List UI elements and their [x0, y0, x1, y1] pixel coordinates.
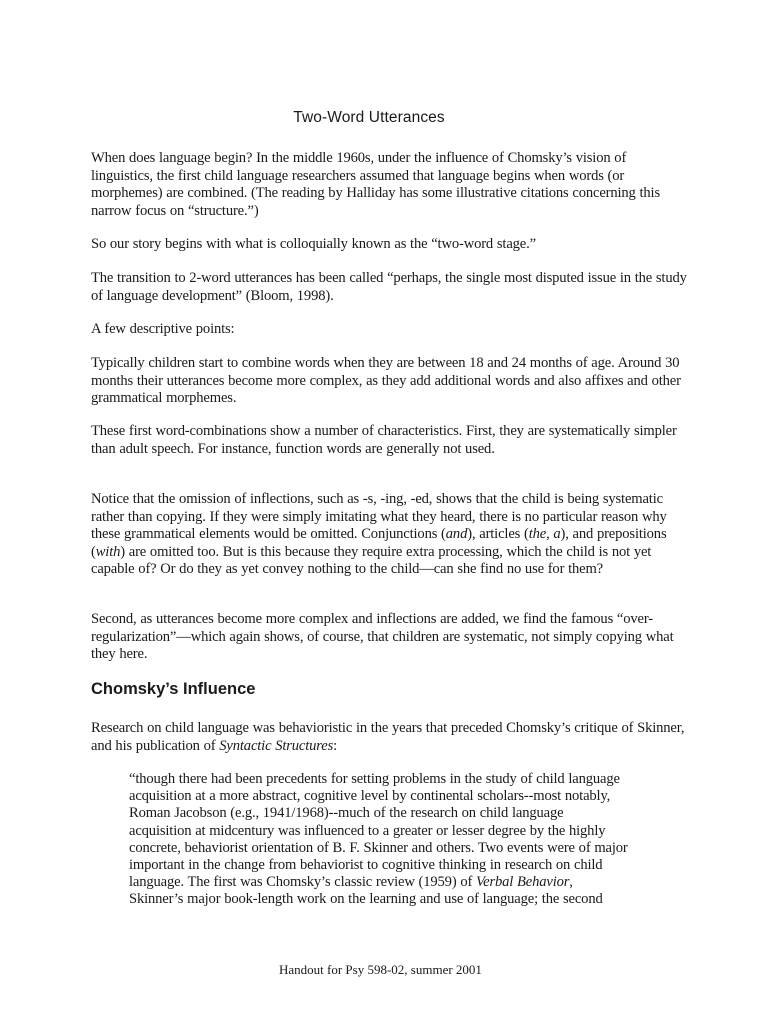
quote-text-2: , Skinner’s major book-length work on the learning and use of language; the second	[129, 874, 603, 908]
paragraph-transition: The transition to 2-word utterances has been called “perhaps, the single most disputed issue in the study of language development” (Bloom, 1998).	[91, 270, 687, 304]
document-page	[91, 0, 691, 1024]
page-footer: Handout for Psy 598-02, summer 2001	[279, 962, 482, 977]
italic-the-a: the, a	[528, 526, 561, 542]
quote-text-1: “though there had been precedents for setting problems in the study of child language acquisition at a more abstract, cognitive level by continental scholars--most notably, Roman Jacobson (e.g., 1941/1968)--much of the research on child language acquisition at midcentury was influenced to a greater or lesser degree by the highly concrete, behaviorist orientation of B. F. Skinner and others. Two events were of major important in the change from behaviorist to cognitive thinking in research on child language. The first was Chomsky’s classic review (1959) of	[129, 771, 628, 891]
paragraph-behavioristic	[91, 720, 691, 755]
paragraph-intro: When does language begin? In the middle 1960s, under the influence of Chomsky’s vision of linguistics, the first child language researchers assumed that language begins when words (or morphemes) are combined. (The reading by Halliday has some illustrative citations concerning this narrow focus on “structure.”)	[91, 150, 660, 219]
behavioristic-text-1: Research on child language was behavioristic in the years that preceded Chomsky’s critique of Skinner, and his publication of	[91, 720, 685, 754]
paragraph-over-regularization: Second, as utterances become more complex and inflections are added, we find the famous “over-regularization”—which again shows, of course, that children are systematic, not simply copying what they here.	[91, 611, 674, 662]
paragraph-characteristics: These first word-combinations show a number of characteristics. First, they are systematically simpler than adult speech. For instance, function words are generally not used.	[91, 423, 677, 457]
paragraph-story-begins: So our story begins with what is colloquially known as the “two-word stage.”	[91, 236, 536, 252]
italic-verbal-behavior: Verbal Behavior	[476, 874, 570, 891]
omission-text-4: ) are omitted too. But is this because they require extra processing, which the child is not yet capable of? Or do they as yet convey nothing to the child—can she find no use for them?	[91, 543, 652, 577]
page-title: Two-Word Utterances	[293, 109, 445, 126]
omission-text-3: ), and prepositions (	[91, 526, 667, 560]
paragraph-age-range: Typically children start to combine words when they are between 18 and 24 months of age. Around 30 months their utterances become more complex, as they add additional words and also affixes and other grammatical morphemes.	[91, 355, 681, 406]
omission-text-2: ), articles (	[467, 526, 529, 542]
paragraph-descriptive-points: A few descriptive points:	[91, 321, 235, 337]
italic-syntactic-structures: Syntactic Structures	[219, 737, 334, 754]
paragraph-omission	[91, 491, 691, 579]
omission-text-1: Notice that the omission of inflections, such as -s, -ing, -ed, shows that the child is being systematic rather than copying. If they were simply imitating what they heard, there is no particular reason why these grammatical elements would be omitted. Conjunctions (	[91, 491, 667, 542]
italic-with: with	[95, 543, 121, 560]
italic-and: and	[445, 526, 468, 542]
section-heading: Chomsky’s Influence	[91, 680, 256, 698]
behavioristic-text-2: :	[333, 737, 338, 754]
block-quote	[129, 771, 629, 909]
